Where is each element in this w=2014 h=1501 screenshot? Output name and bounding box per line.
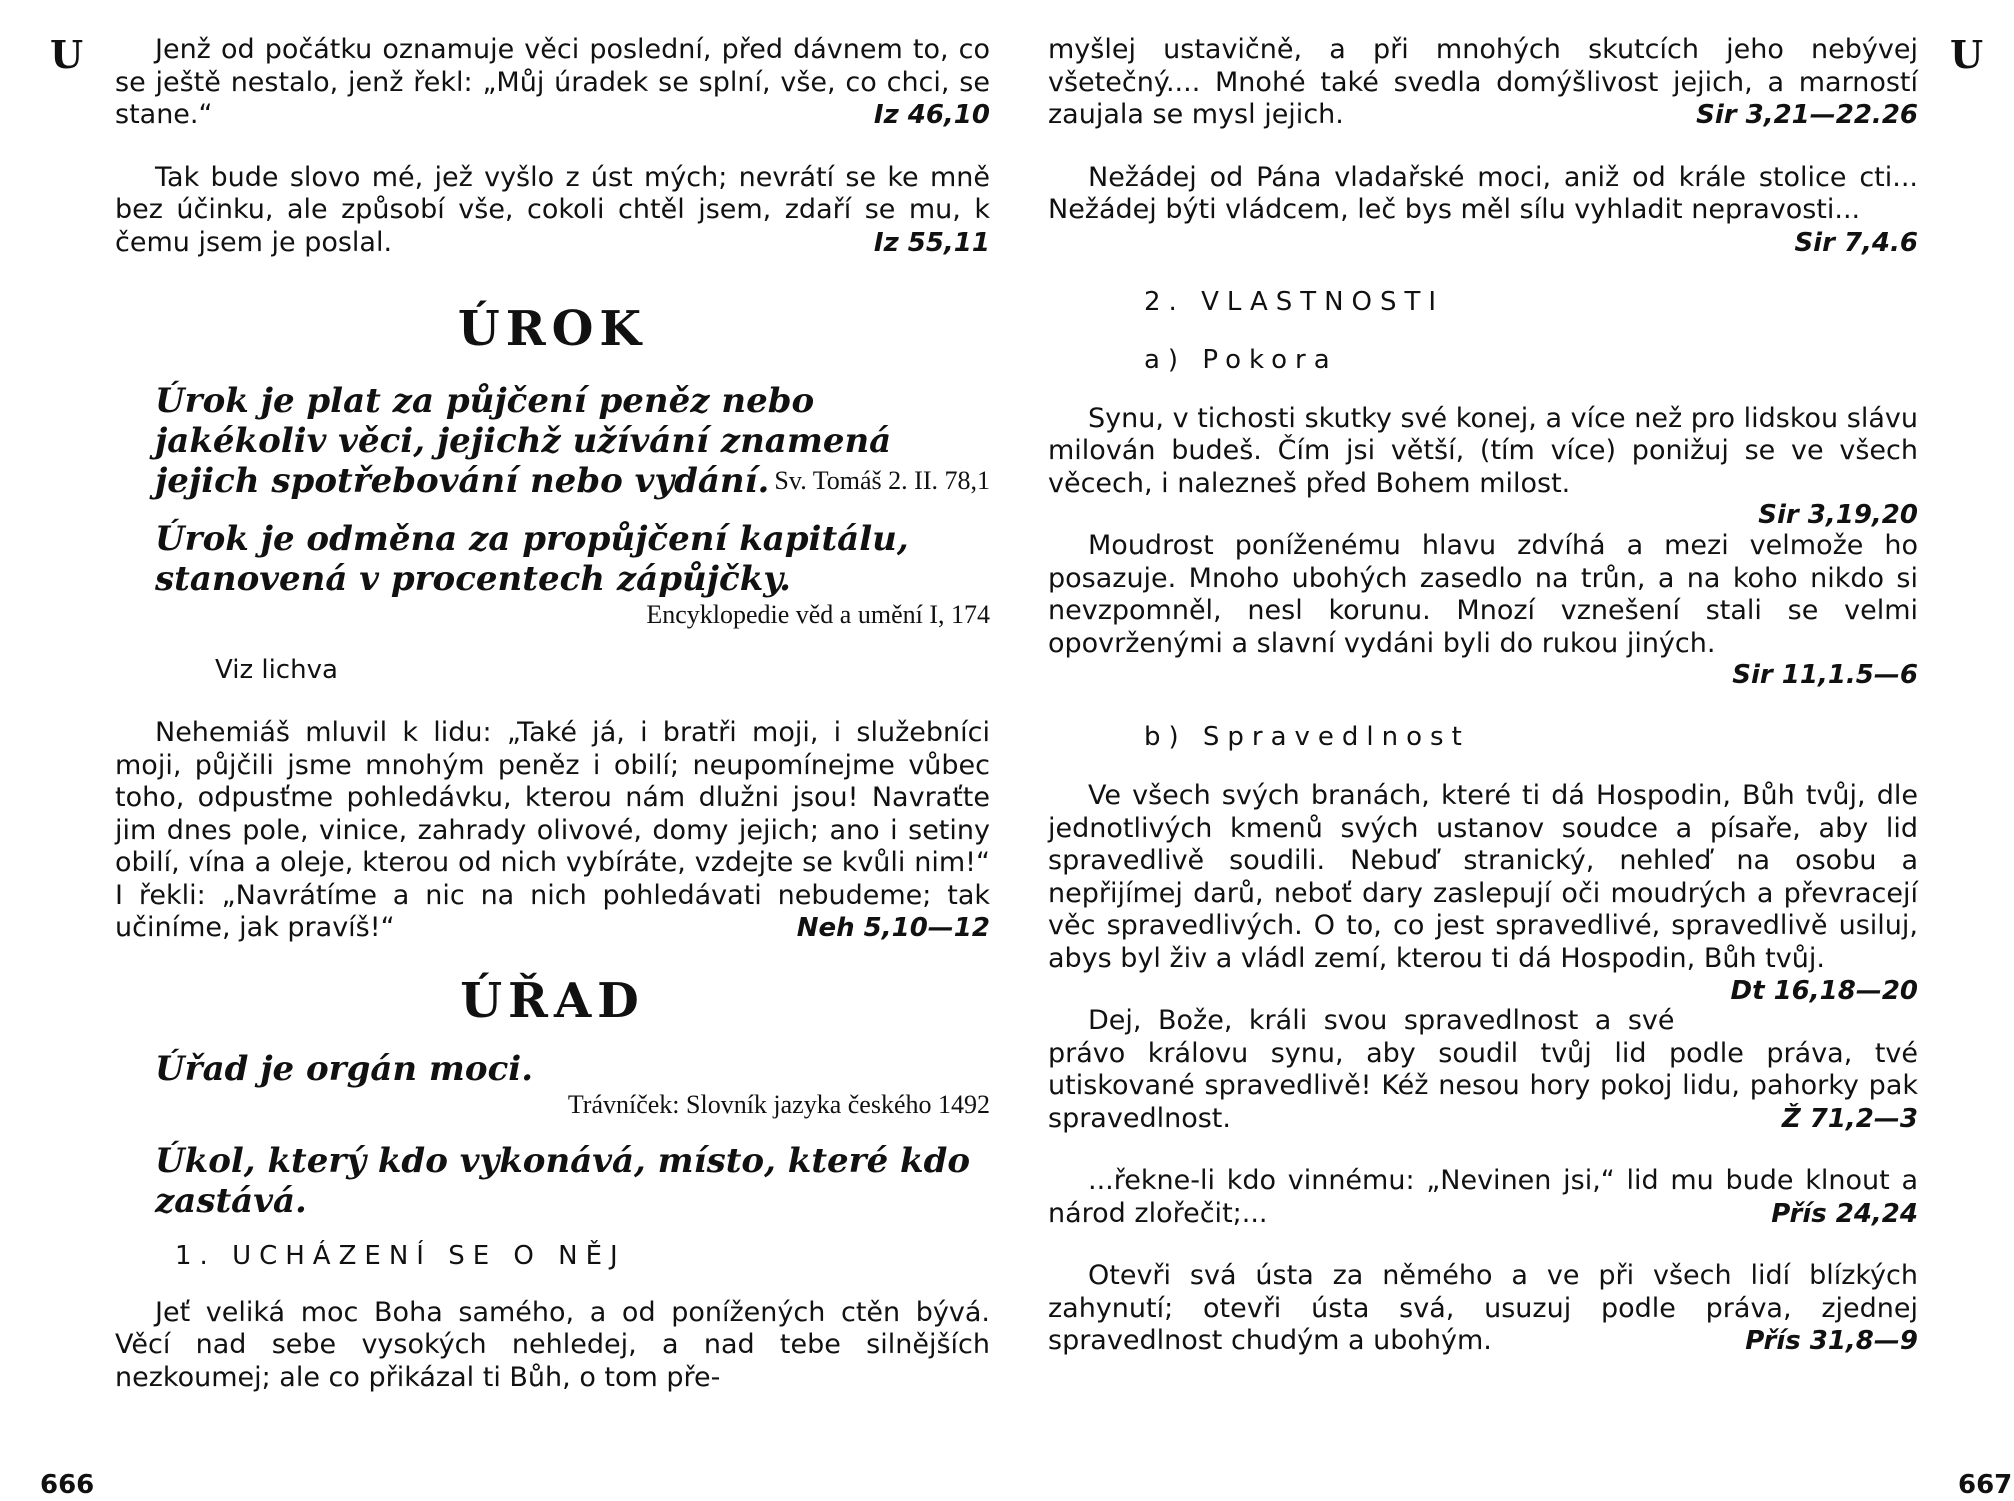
margin-letter-right: U [1950,32,1984,77]
paragraph [1048,34,1918,132]
subsection-heading: b) Spravedlnost [1144,722,1470,752]
definition-source: Encyklopedie věd a umění I, 174 [646,600,990,629]
paragraph [115,717,990,945]
definition-source: Trávníček: Slovník jazyka českého 1492 [567,1089,990,1119]
definition-text: Úrok je plat za půjčení peněz nebo jakékoliv věci, jejichž užívání znamená jejich spotřebování nebo vydání. [155,381,892,501]
definition [115,381,990,501]
paragraph [1048,161,1918,258]
definition: Úkol, který kdo vykonává, místo, které kdo zastává. [155,1140,971,1221]
bible-reference: Přís 24,24 [1771,1198,1918,1229]
bible-reference: Sir 3,21—22.26 [1696,100,1918,130]
paragraph-text: Nehemiáš mluvil k lidu: „Také já, i bratři moji, i služebníci moji, půjčili jsme mnohým peněz i obilí; neupomínejme vůbec toho, odpusťme pohledávku, kterou nám dlužni jsou! Navraťte jim dnes pole, vinice, zahrady olivové, domy jejich; ano i setiny obilí, vína a oleje, kterou od nich vybíráte, vzdejte se kvůli nim!“ I řekli: „Navrátíme a nic na nich pohledávati nebudeme; tak učiníme, jak pravíš!“ [115,717,990,943]
definition: Úrok je odměna za propůjčení kapitálu, stanovená v procentech zápůjčky. [155,519,909,599]
paragraph-text: Dej, Bože, králi svou spravedlnost a své právo královu synu, aby soudil tvůj lid podle práva, tvé utiskované spravedlivě! Kéž nesou hory pokoj lidu, pahorky pak spravedlnost. [1048,1005,1918,1134]
margin-letter-left: U [50,32,84,77]
paragraph [1048,780,1918,1006]
bible-reference: Sir 3,19,20 [1758,500,1918,530]
page-number-left: 666 [40,1470,95,1500]
bible-reference: Přís 31,8—9 [1745,1326,1918,1356]
entry-heading-urok: ÚROK [457,301,648,357]
page-number-right: 667 [1958,1470,2013,1500]
cross-reference: Viz lichva [215,655,338,685]
left-column [115,34,990,1394]
paragraph-text: Ve všech svých branách, které ti dá Hospodin, Bůh tvůj, dle jednotlivých kmenů svých ustanov soudce a písaře, aby lid spravedlivě soudili. Nebuď stranický, nehleď na osobu a nepřijímej darů, neboť dary zaslepují oči moudrých a převracejí věc spravedlivých. O to, co jest spravedlivé, spravedlivě usiluj, abys byl živ a vládl zemí, kterou ti dá Hospodin, Bůh tvůj. [1048,780,1918,974]
bible-reference: Dt 16,18—20 [1730,976,1918,1006]
definition-source: Sv. Tomáš 2. II. 78,1 [774,466,990,495]
definition: Úřad je orgán moci. [155,1048,534,1089]
paragraph-text: myšlej ustavičně, a při mnohých skutcích jeho nebývej všetečný.... Mnohé také svedla domýšlivost jejich, a marností zaujala se mysl jejich. [1048,34,1918,130]
paragraph [1048,1260,1918,1358]
paragraph: Jeť veliká moc Boha samého, a od ponížených ctěn bývá. Věcí nad sebe vysokých nehledej, a nad tebe silnějších nezkoumej; ale co přikázal ti Bůh, o tom pře- [115,1296,990,1393]
bible-reference: Iz 55,11 [873,227,990,258]
paragraph-text: Otevři svá ústa za němého a ve při všech lidí blízkých zahynutí; otevři ústa svá, usuzuj podle práva, zjednej spravedlnost chudým a ubohým. [1048,1260,1918,1356]
paragraph-text: Jenž od počátku oznamuje věci poslední, před dávnem to, co se ještě nestalo, jenž řekl: „Můj úradek se splní, vše, co chci, se stane.“ [115,34,990,130]
paragraph-text: ...řekne-li kdo vinnému: „Nevinen jsi,“ lid mu bude klnout a národ zlořečit;... [1048,1165,1918,1229]
paragraph [115,162,990,260]
paragraph [115,34,990,132]
paragraph-text: Tak bude slovo mé, jež vyšlo z úst mých; nevrátí se ke mně bez účinku, ale způsobí vše, cokoli chtěl jsem, zdaří se mu, k čemu jsem je poslal. [115,161,990,258]
paragraph [1048,1165,1918,1230]
subsection-heading: a) Pokora [1144,344,1338,375]
bible-reference: Iz 46,10 [873,100,990,130]
subsection-heading: 2. VLASTNOSTI [1144,286,1445,317]
right-column [1048,34,1918,1358]
paragraph: Synu, v tichosti skutky své konej, a více než pro lidskou slávu milován budeš. Čím jsi větší, (tím více) ponižuj se ve všech věcech, i nalezneš před Bohem milost. [1048,402,1918,499]
paragraph: Moudrost poníženému hlavu zdvíhá a mezi velmože ho posazuje. Mnoho ubohých zasedlo na trůn, a na koho nikdo si nevzpomněl, nesl korunu. Mnozí vznešení stali se velmi opovrženými a slavní vydáni byli do rukou jiných. [1048,530,1918,659]
entry-heading-urad: ÚŘAD [460,972,645,1029]
bible-reference: Neh 5,10—12 [796,913,990,943]
bible-reference: Ž 71,2—3 [1781,1103,1918,1134]
paragraph-text: Nežádej od Pána vladařské moci, aniž od krále stolice cti... Nežádej býti vládcem, leč bys měl sílu vyhladit nepravosti... [1048,161,1918,225]
paragraph [1048,1005,1918,1135]
subsection-heading: 1. UCHÁZENÍ SE O NĚJ [175,1240,626,1271]
bible-reference: Sir 11,1.5—6 [1732,660,1918,690]
bible-reference: Sir 7,4.6 [1794,227,1918,258]
